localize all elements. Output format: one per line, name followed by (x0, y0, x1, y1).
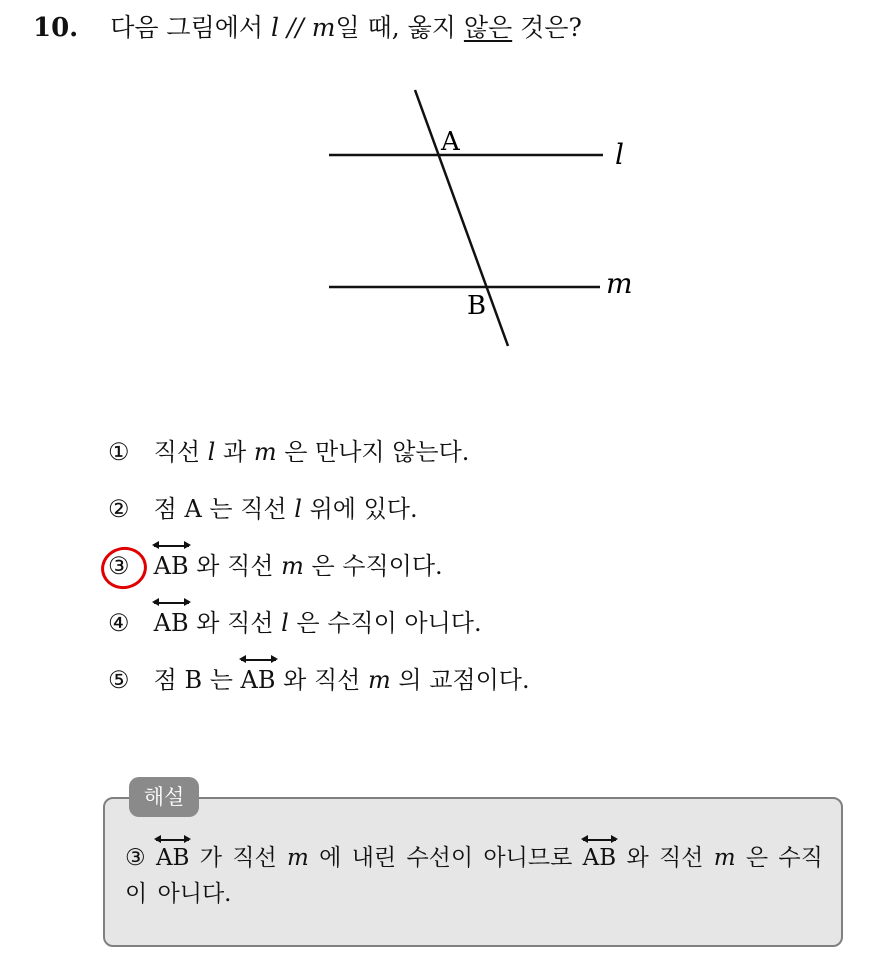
solution-tag: 해설 (129, 777, 199, 817)
choice-text: 점 A 는 직선 (153, 495, 287, 523)
solution-segment: 은 수직이 아니다. (125, 845, 823, 907)
solution-text (125, 840, 825, 912)
choice-2[interactable] (108, 489, 530, 546)
choice-4[interactable] (108, 603, 530, 660)
choice-var: l (294, 495, 302, 523)
line-ab-symbol (156, 840, 190, 876)
choice-number: ③ (108, 552, 130, 580)
transversal-line (415, 90, 508, 346)
choice-text: 의 교점이다. (398, 666, 530, 694)
point-b-label: B (467, 291, 487, 321)
choice-number: ① (108, 438, 130, 466)
line-ab-text: AB (155, 845, 190, 871)
choice-number: ② (108, 495, 130, 523)
question-underlined-word: 않은 (463, 13, 513, 42)
choice-number: ④ (108, 609, 130, 637)
question-number: 10. (33, 13, 79, 43)
line-l-label: l (615, 138, 624, 171)
choice-text: 과 (222, 438, 247, 466)
choice-text: 점 B 는 (153, 666, 233, 694)
choice-var: m (281, 552, 304, 580)
question-line-m: m (311, 13, 336, 42)
question-text-mid: 일 때, 옳지 (335, 13, 456, 42)
solution-var: m (287, 845, 309, 871)
line-ab-text: AB (582, 845, 617, 871)
line-ab-text: AB (153, 552, 189, 580)
choice-text: 은 수직이다. (311, 552, 443, 580)
choice-text: 와 직선 (283, 666, 361, 694)
line-m-label: m (606, 267, 633, 300)
choice-text: 위에 있다. (309, 495, 418, 523)
question-parallel-symbol: // (286, 13, 304, 42)
question-line-l: l (271, 13, 279, 42)
point-a-label: A (441, 127, 460, 157)
choice-text: 와 직선 (196, 552, 274, 580)
line-ab-symbol (241, 660, 276, 700)
choice-3[interactable] (108, 546, 530, 603)
line-ab-symbol (583, 840, 617, 876)
choice-text: 와 직선 (196, 609, 274, 637)
choice-text: 은 만나지 않는다. (284, 438, 470, 466)
choice-var: m (367, 666, 391, 694)
line-ab-symbol (154, 546, 189, 586)
choice-text: 직선 (153, 438, 201, 466)
solution-var: m (713, 845, 736, 871)
line-ab-text: AB (153, 609, 189, 637)
line-ab-symbol (154, 603, 189, 643)
solution-number: ③ (125, 845, 146, 871)
question-text-before: 다음 그림에서 (110, 13, 264, 42)
choice-var: l (207, 438, 216, 466)
choice-var: l (281, 609, 289, 637)
parallel-lines-figure (0, 0, 884, 400)
question-text-end: 것은? (520, 13, 582, 42)
solution-segment: 와 직선 (626, 845, 704, 871)
choice-text: 은 수직이 아니다. (296, 609, 482, 637)
solution-segment: 에 내린 수선이 아니므로 (319, 845, 573, 871)
line-ab-text: AB (240, 666, 276, 694)
solution-segment: 가 직선 (199, 845, 277, 871)
choice-5[interactable] (108, 660, 530, 717)
choice-1[interactable] (108, 432, 530, 489)
choice-var: m (253, 438, 277, 466)
choice-number: ⑤ (108, 666, 130, 694)
choices-list (108, 432, 530, 717)
